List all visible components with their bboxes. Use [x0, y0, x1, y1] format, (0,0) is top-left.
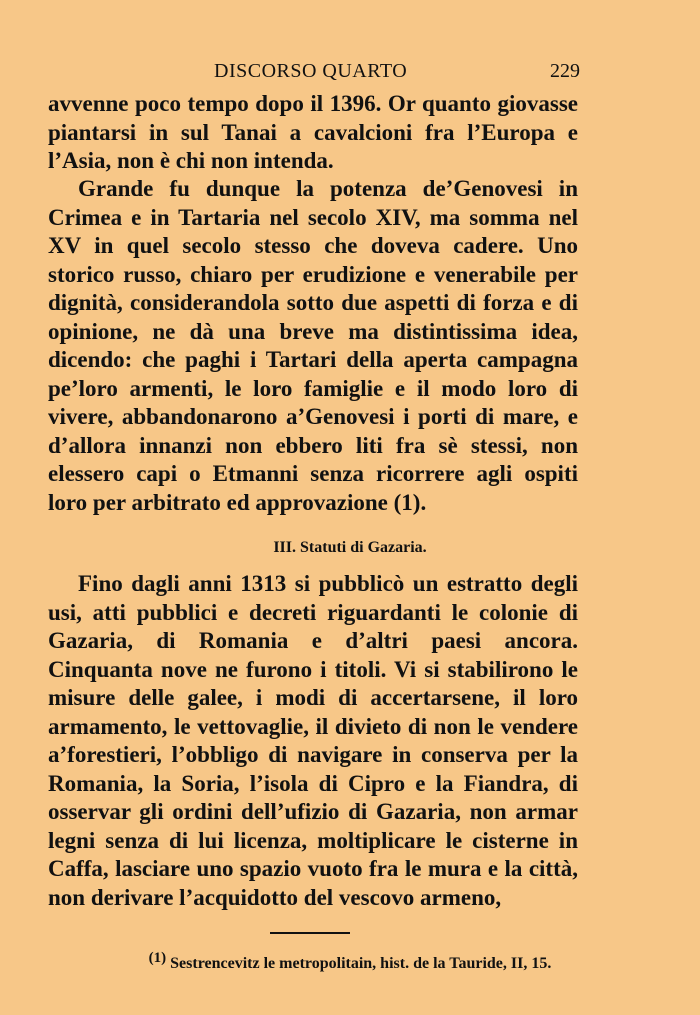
section-heading: III. Statuti di Gazaria.: [273, 539, 427, 556]
footnote-text: Sestrencevitz le metropolitain, hist. de la Tauride, II, 15.: [170, 955, 552, 972]
paragraph-2-text: Grande fu dunque la potenza de’Genovesi in Crimea e in Tartaria nel secolo XIV, ma somma nel XV in quel secolo stesso che doveva cadere. Uno storico russo, chiaro per erudizione e venerabile per dignità, considerandola sotto due aspetti di forza e di opinione, ne dà una breve ma distintissima idea, dicendo: che paghi i Tartari della aperta campagna pe’loro armenti, le loro famiglie e il modo loro di vivere, abbandonarono a’Genovesi i porti di mare, e d’allora innanzi non ebbero liti fra sè stessi, non elessero capi o Etmanni senza ricorrere agli ospiti loro per arbitrato ed approvazione: [48, 176, 578, 515]
running-header: [48, 60, 580, 90]
paragraph-1: [48, 90, 578, 176]
paragraph-1-text: avvenne poco tempo dopo il 1396. Or quanto giovasse piantarsi in sul Tanai a cavalcioni fra l’Europa e l’Asia, non è chi non intenda.: [48, 91, 578, 173]
footnote-marker: (1): [148, 950, 167, 966]
paragraph-3: [48, 570, 578, 912]
header-title: DISCORSO QUARTO: [214, 60, 408, 82]
paragraph-2: [48, 175, 578, 517]
footnote-reference: (1).: [393, 489, 427, 515]
page-number: 229: [550, 60, 580, 82]
footnote-divider: [270, 932, 350, 934]
footnote: [0, 950, 700, 973]
paragraph-3-text: Fino dagli anni 1313 si pubblicò un estratto degli usi, atti pubblici e decreti riguardanti le colonie di Gazaria, di Romania e d’altri paesi ancora. Cinquanta nove ne furono i titoli. Vi si stabilirono le misure delle galee, i modi di accertarsene, il loro armamento, le vettovaglie, il divieto di non le vendere a’forestieri, l’obbligo di navigare in conserva per la Romania, la Soria, l’isola di Cipro e la Fiandra, di osservar gli ordini dell’ufizio di Gazaria, non armar legni senza di lui licenza, moltiplicare le cisterne in Caffa, lasciare uno spazio vuoto fra le mura e la città, non derivare l’acquidotto del vescovo armeno,: [48, 571, 578, 910]
